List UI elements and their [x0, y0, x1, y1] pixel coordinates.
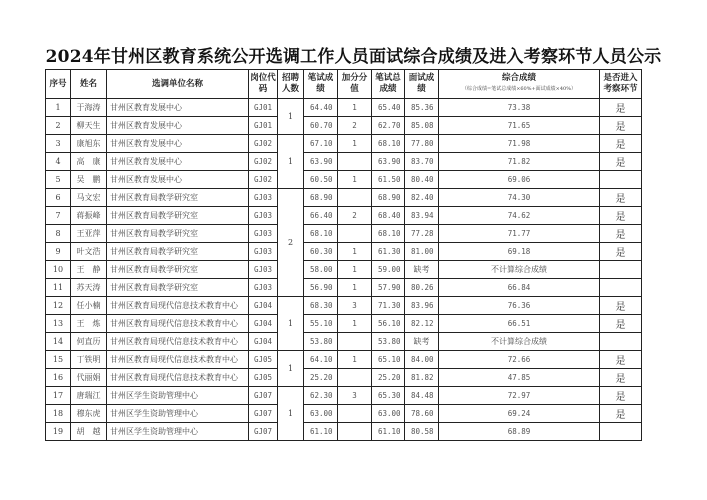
header-composite — [439, 70, 600, 99]
cell-written: 67.10 — [304, 135, 338, 153]
cell-post-code: GJ05 — [249, 351, 278, 369]
cell-name: 代丽娟 — [71, 369, 107, 387]
cell-interview: 80.58 — [405, 423, 439, 441]
cell-post-code: GJ07 — [249, 423, 278, 441]
cell-post-code: GJ02 — [249, 171, 278, 189]
header-interview: 面试成绩 — [405, 70, 439, 99]
cell-advance: 是 — [600, 405, 642, 423]
cell-post-code: GJ04 — [249, 315, 278, 333]
cell-composite: 71.98 — [439, 135, 600, 153]
cell-bonus: 2 — [338, 207, 372, 225]
cell-written: 68.10 — [304, 225, 338, 243]
cell-written-total: 65.10 — [372, 351, 405, 369]
cell-unit: 甘州区教育发展中心 — [107, 99, 249, 117]
cell-bonus: 1 — [338, 171, 372, 189]
cell-written-total: 68.10 — [372, 135, 405, 153]
cell-interview: 83.94 — [405, 207, 439, 225]
cell-written-total: 63.00 — [372, 405, 405, 423]
header-written-total: 笔试总成绩 — [372, 70, 405, 99]
cell-composite: 69.24 — [439, 405, 600, 423]
cell-composite: 72.66 — [439, 351, 600, 369]
cell-written: 25.20 — [304, 369, 338, 387]
cell-bonus: 1 — [338, 261, 372, 279]
table-row — [46, 99, 642, 117]
cell-advance — [600, 333, 642, 351]
table-row — [46, 369, 642, 387]
cell-seq: 12 — [46, 297, 71, 315]
cell-post-code: GJ03 — [249, 261, 278, 279]
cell-advance: 是 — [600, 117, 642, 135]
cell-advance: 是 — [600, 207, 642, 225]
table-row — [46, 315, 642, 333]
cell-written: 60.50 — [304, 171, 338, 189]
cell-composite: 76.36 — [439, 297, 600, 315]
cell-advance: 是 — [600, 189, 642, 207]
cell-advance — [600, 171, 642, 189]
cell-advance: 是 — [600, 315, 642, 333]
cell-name: 王 静 — [71, 261, 107, 279]
cell-unit: 甘州区学生资助管理中心 — [107, 423, 249, 441]
cell-unit: 甘州区教育局现代信息技术教育中心 — [107, 297, 249, 315]
cell-name: 柳天生 — [71, 117, 107, 135]
cell-post-code: GJ03 — [249, 207, 278, 225]
cell-advance — [600, 279, 642, 297]
cell-seq: 6 — [46, 189, 71, 207]
cell-bonus: 3 — [338, 297, 372, 315]
cell-composite: 不计算综合成绩 — [439, 261, 600, 279]
cell-composite: 71.77 — [439, 225, 600, 243]
cell-advance: 是 — [600, 225, 642, 243]
cell-name: 吴 鹏 — [71, 171, 107, 189]
cell-interview: 82.40 — [405, 189, 439, 207]
cell-unit: 甘州区教育局现代信息技术教育中心 — [107, 315, 249, 333]
cell-seq: 19 — [46, 423, 71, 441]
header-composite-label: 综合成绩 — [501, 73, 536, 83]
cell-unit: 甘州区教育发展中心 — [107, 153, 249, 171]
cell-bonus: 1 — [338, 279, 372, 297]
cell-seq: 15 — [46, 351, 71, 369]
cell-bonus — [338, 333, 372, 351]
cell-post-code: GJ07 — [249, 387, 278, 405]
cell-advance — [600, 261, 642, 279]
table-row — [46, 117, 642, 135]
cell-name: 王 炼 — [71, 315, 107, 333]
cell-interview: 80.26 — [405, 279, 439, 297]
cell-post-code: GJ03 — [249, 279, 278, 297]
header-name: 姓名 — [71, 70, 107, 99]
cell-interview: 84.48 — [405, 387, 439, 405]
cell-post-code: GJ03 — [249, 243, 278, 261]
header-row — [46, 70, 642, 99]
header-post-code: 岗位代码 — [249, 70, 278, 99]
cell-unit: 甘州区教育局教学研究室 — [107, 261, 249, 279]
cell-unit: 甘州区学生资助管理中心 — [107, 387, 249, 405]
cell-name: 丁铁明 — [71, 351, 107, 369]
cell-written: 64.10 — [304, 351, 338, 369]
cell-written: 60.30 — [304, 243, 338, 261]
cell-composite: 71.82 — [439, 153, 600, 171]
cell-advance — [600, 423, 642, 441]
results-table — [45, 69, 642, 441]
header-seq: 序号 — [46, 70, 71, 99]
cell-post-code: GJ05 — [249, 369, 278, 387]
cell-written-total: 61.10 — [372, 423, 405, 441]
table-body — [46, 99, 642, 441]
cell-seq: 5 — [46, 171, 71, 189]
cell-advance: 是 — [600, 387, 642, 405]
cell-composite: 68.89 — [439, 423, 600, 441]
header-advance: 是否进入考察环节 — [600, 70, 642, 99]
cell-interview: 78.60 — [405, 405, 439, 423]
cell-seq: 11 — [46, 279, 71, 297]
cell-quota: 1 — [278, 351, 304, 387]
cell-unit: 甘州区教育局教学研究室 — [107, 243, 249, 261]
cell-composite: 47.85 — [439, 369, 600, 387]
cell-bonus — [338, 369, 372, 387]
cell-post-code: GJ04 — [249, 297, 278, 315]
cell-composite: 66.84 — [439, 279, 600, 297]
cell-unit: 甘州区教育局教学研究室 — [107, 279, 249, 297]
cell-unit: 甘州区教育发展中心 — [107, 117, 249, 135]
cell-bonus: 2 — [338, 117, 372, 135]
cell-advance: 是 — [600, 153, 642, 171]
cell-bonus: 1 — [338, 351, 372, 369]
cell-composite: 74.62 — [439, 207, 600, 225]
cell-seq: 3 — [46, 135, 71, 153]
cell-seq: 14 — [46, 333, 71, 351]
cell-written-total: 61.50 — [372, 171, 405, 189]
cell-name: 苏天涛 — [71, 279, 107, 297]
cell-bonus: 3 — [338, 387, 372, 405]
cell-written-total: 65.40 — [372, 99, 405, 117]
cell-interview: 84.00 — [405, 351, 439, 369]
cell-name: 胡 越 — [71, 423, 107, 441]
cell-seq: 10 — [46, 261, 71, 279]
table-row — [46, 333, 642, 351]
cell-interview: 缺考 — [405, 333, 439, 351]
cell-written: 64.40 — [304, 99, 338, 117]
cell-unit: 甘州区教育局现代信息技术教育中心 — [107, 333, 249, 351]
cell-interview: 80.40 — [405, 171, 439, 189]
cell-interview: 缺考 — [405, 261, 439, 279]
cell-written-total: 59.00 — [372, 261, 405, 279]
cell-post-code: GJ02 — [249, 135, 278, 153]
cell-written-total: 63.90 — [372, 153, 405, 171]
cell-composite: 74.30 — [439, 189, 600, 207]
cell-post-code: GJ01 — [249, 117, 278, 135]
cell-written-total: 57.90 — [372, 279, 405, 297]
cell-written: 60.70 — [304, 117, 338, 135]
table-row — [46, 243, 642, 261]
header-quota: 招聘人数 — [278, 70, 304, 99]
cell-bonus: 1 — [338, 243, 372, 261]
cell-advance: 是 — [600, 135, 642, 153]
cell-bonus: 1 — [338, 135, 372, 153]
header-unit: 选调单位名称 — [107, 70, 249, 99]
cell-written: 68.90 — [304, 189, 338, 207]
cell-advance: 是 — [600, 243, 642, 261]
cell-composite: 69.06 — [439, 171, 600, 189]
cell-seq: 9 — [46, 243, 71, 261]
cell-written: 63.00 — [304, 405, 338, 423]
cell-post-code: GJ04 — [249, 333, 278, 351]
cell-bonus — [338, 405, 372, 423]
cell-interview: 83.70 — [405, 153, 439, 171]
cell-bonus — [338, 423, 372, 441]
table-row — [46, 189, 642, 207]
cell-written: 53.80 — [304, 333, 338, 351]
cell-quota: 1 — [278, 297, 304, 351]
cell-interview: 82.12 — [405, 315, 439, 333]
cell-seq: 7 — [46, 207, 71, 225]
cell-written: 56.90 — [304, 279, 338, 297]
cell-interview: 77.28 — [405, 225, 439, 243]
table-row — [46, 387, 642, 405]
cell-unit: 甘州区教育发展中心 — [107, 171, 249, 189]
cell-written-total: 61.30 — [372, 243, 405, 261]
cell-written-total: 68.10 — [372, 225, 405, 243]
table-row — [46, 279, 642, 297]
header-bonus: 加分分值 — [338, 70, 372, 99]
cell-post-code: GJ02 — [249, 153, 278, 171]
table-row — [46, 207, 642, 225]
cell-post-code: GJ03 — [249, 189, 278, 207]
cell-seq: 13 — [46, 315, 71, 333]
cell-written-total: 68.40 — [372, 207, 405, 225]
cell-unit: 甘州区学生资助管理中心 — [107, 405, 249, 423]
cell-advance: 是 — [600, 351, 642, 369]
cell-name: 康旭东 — [71, 135, 107, 153]
cell-written-total: 65.30 — [372, 387, 405, 405]
cell-bonus: 1 — [338, 315, 372, 333]
cell-post-code: GJ03 — [249, 225, 278, 243]
table-row — [46, 297, 642, 315]
header-written: 笔试成绩 — [304, 70, 338, 99]
cell-bonus — [338, 225, 372, 243]
cell-name: 蒋振峰 — [71, 207, 107, 225]
cell-seq: 18 — [46, 405, 71, 423]
cell-written-total: 68.90 — [372, 189, 405, 207]
cell-name: 唐瑞江 — [71, 387, 107, 405]
cell-bonus — [338, 153, 372, 171]
cell-written-total: 53.80 — [372, 333, 405, 351]
cell-post-code: GJ01 — [249, 99, 278, 117]
cell-unit: 甘州区教育局现代信息技术教育中心 — [107, 369, 249, 387]
cell-composite: 66.51 — [439, 315, 600, 333]
cell-seq: 8 — [46, 225, 71, 243]
cell-seq: 16 — [46, 369, 71, 387]
cell-advance: 是 — [600, 297, 642, 315]
cell-unit: 甘州区教育局现代信息技术教育中心 — [107, 351, 249, 369]
cell-written: 68.30 — [304, 297, 338, 315]
cell-unit: 甘州区教育局教学研究室 — [107, 225, 249, 243]
cell-name: 马文宏 — [71, 189, 107, 207]
cell-written-total: 62.70 — [372, 117, 405, 135]
cell-composite: 69.18 — [439, 243, 600, 261]
cell-interview: 81.82 — [405, 369, 439, 387]
table-row — [46, 423, 642, 441]
cell-written-total: 71.30 — [372, 297, 405, 315]
cell-written: 58.00 — [304, 261, 338, 279]
cell-quota: 1 — [278, 387, 304, 441]
table-row — [46, 405, 642, 423]
cell-interview: 83.96 — [405, 297, 439, 315]
cell-name: 穆东虎 — [71, 405, 107, 423]
cell-written: 63.90 — [304, 153, 338, 171]
cell-quota: 1 — [278, 135, 304, 189]
cell-name: 王亚萍 — [71, 225, 107, 243]
cell-written: 66.40 — [304, 207, 338, 225]
cell-interview: 81.00 — [405, 243, 439, 261]
cell-unit: 甘州区教育局教学研究室 — [107, 207, 249, 225]
cell-written: 61.10 — [304, 423, 338, 441]
cell-post-code: GJ07 — [249, 405, 278, 423]
cell-interview: 85.36 — [405, 99, 439, 117]
cell-name: 任小楠 — [71, 297, 107, 315]
cell-unit: 甘州区教育局教学研究室 — [107, 189, 249, 207]
cell-bonus — [338, 189, 372, 207]
cell-composite: 71.65 — [439, 117, 600, 135]
cell-seq: 4 — [46, 153, 71, 171]
cell-seq: 2 — [46, 117, 71, 135]
table-row — [46, 225, 642, 243]
cell-composite: 不计算综合成绩 — [439, 333, 600, 351]
cell-written-total: 56.10 — [372, 315, 405, 333]
table-row — [46, 261, 642, 279]
cell-unit: 甘州区教育发展中心 — [107, 135, 249, 153]
cell-advance: 是 — [600, 369, 642, 387]
cell-bonus: 1 — [338, 99, 372, 117]
cell-interview: 85.08 — [405, 117, 439, 135]
cell-name: 高 康 — [71, 153, 107, 171]
page-title: 2024年甘州区教育系统公开选调工作人员面试综合成绩及进入考察环节人员公示 — [45, 47, 662, 67]
cell-name: 叶文浩 — [71, 243, 107, 261]
cell-interview: 77.80 — [405, 135, 439, 153]
cell-name: 于海涛 — [71, 99, 107, 117]
table-row — [46, 153, 642, 171]
cell-written: 55.10 — [304, 315, 338, 333]
cell-seq: 1 — [46, 99, 71, 117]
cell-quota: 2 — [278, 189, 304, 297]
cell-name: 何直历 — [71, 333, 107, 351]
cell-seq: 17 — [46, 387, 71, 405]
cell-composite: 73.38 — [439, 99, 600, 117]
table-row — [46, 135, 642, 153]
cell-written-total: 25.20 — [372, 369, 405, 387]
cell-quota: 1 — [278, 99, 304, 135]
cell-advance: 是 — [600, 99, 642, 117]
header-composite-note: （综合成绩=笔试总成绩×60%+面试成绩×40%） — [462, 86, 576, 92]
cell-written: 62.30 — [304, 387, 338, 405]
cell-composite: 72.97 — [439, 387, 600, 405]
table-row — [46, 351, 642, 369]
table-row — [46, 171, 642, 189]
